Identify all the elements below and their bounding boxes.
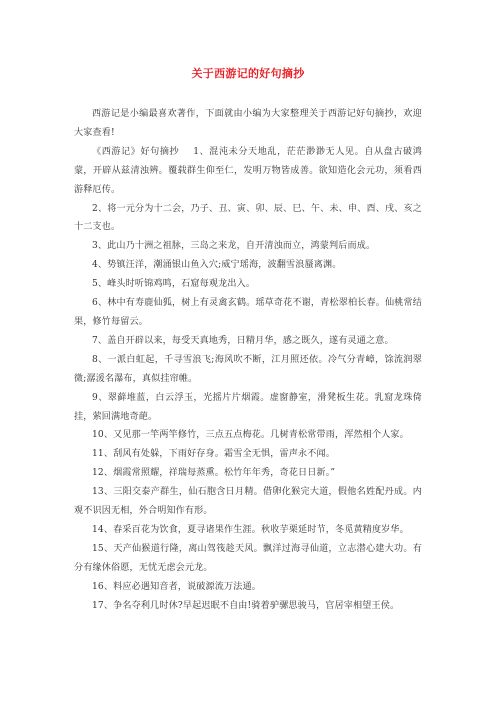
quote-paragraph: 16、料应必遇知音者，说破源流万法通。 xyxy=(92,581,262,592)
quote-paragraph: 5、峰头时听锦鸡鸣，石窟每观龙出入。 xyxy=(92,279,256,290)
quote-paragraph: 17、争名夺利几时休?早起迟眠不自由!骑着驴骡思骏马，官居宰相望王侯。 xyxy=(92,600,400,611)
quote-text: 1、混沌未分天地乱，茫茫渺渺无人见。自从盘古破鸿蒙，开辟从兹清浊辨。覆载群生仰至仁，发明万物皆成善。欲知造化会元功，须看西游释厄传。 xyxy=(74,146,422,195)
quote-paragraph: 9、翠藓堆蓝，白云浮玉，光摇片片烟霞。虚窗静室，滑凳板生花。乳窟龙珠倚挂，萦回满地奇葩。 xyxy=(74,392,422,422)
quote-paragraph: 15、天产仙猴道行隆，离山驾筏趁天风。飘洋过海寻仙道，立志潜心建大功。有分有缘休俗愿，无忧无虑会元龙。 xyxy=(74,543,422,573)
quote-paragraph: 2、将一元分为十二会，乃子、丑、寅、卯、辰、巳、午、未、申、酉、戌、亥之十二支也。 xyxy=(74,203,422,233)
quote-paragraph: 4、势镇汪洋，潮涌银山鱼入穴;威宁瑶海，波翻雪浪蜃离渊。 xyxy=(92,260,342,271)
quote-paragraph: 10、又见那一竿两竿修竹，三点五点梅花。几树青松常带雨，浑然相个人家。 xyxy=(92,430,409,441)
document-body xyxy=(74,105,422,615)
quote-paragraph: 14、春采百花为饮食，夏寻诸果作生涯。秋收芋栗延时节，冬觅黄精度岁华。 xyxy=(92,524,409,535)
quote-paragraph: 8、一派白虹起，千寻雪浪飞;海风吹不断，江月照还依。冷气分青嶂，馀流润翠微;潺湲名瀑布，真似挂帘帷。 xyxy=(74,354,422,384)
first-quote-paragraph xyxy=(74,143,422,200)
quote-paragraph: 13、三阳交泰产群生，仙石胞含日月精。借卵化猴完大道，假他名姓配丹成。内观不识因无相，外合明知作有形。 xyxy=(74,487,422,517)
quote-paragraph: 11、刮风有处躲，下雨好存身。霜雪全无惧，雷声永不闻。 xyxy=(92,449,335,460)
quote-paragraph: 3、此山乃十洲之祖脉，三岛之来龙，自开清浊而立，鸿蒙判后而成。 xyxy=(92,241,376,252)
section-heading: 《西游记》好句摘抄 xyxy=(92,146,180,157)
quote-paragraph: 7、盖自开辟以来，每受天真地秀，日精月华，感之既久，遂有灵通之意。 xyxy=(92,335,394,346)
intro-paragraph: 西游记是小编最喜欢著作，下面就由小编为大家整理关于西游记好句摘抄，欢迎大家查看! xyxy=(74,109,422,138)
document-title: 关于西游记的好句摘抄 xyxy=(191,67,305,80)
quote-paragraph: 6、林中有寿鹿仙狐，树上有灵禽玄鹤。瑶草奇花不谢，青松翠柏长春。仙桃常结果，修竹每留云。 xyxy=(74,298,422,327)
quote-paragraph: 12、烟霞常照耀，祥瑞每蒸熏。松竹年年秀，奇花日日新。” xyxy=(92,468,336,479)
